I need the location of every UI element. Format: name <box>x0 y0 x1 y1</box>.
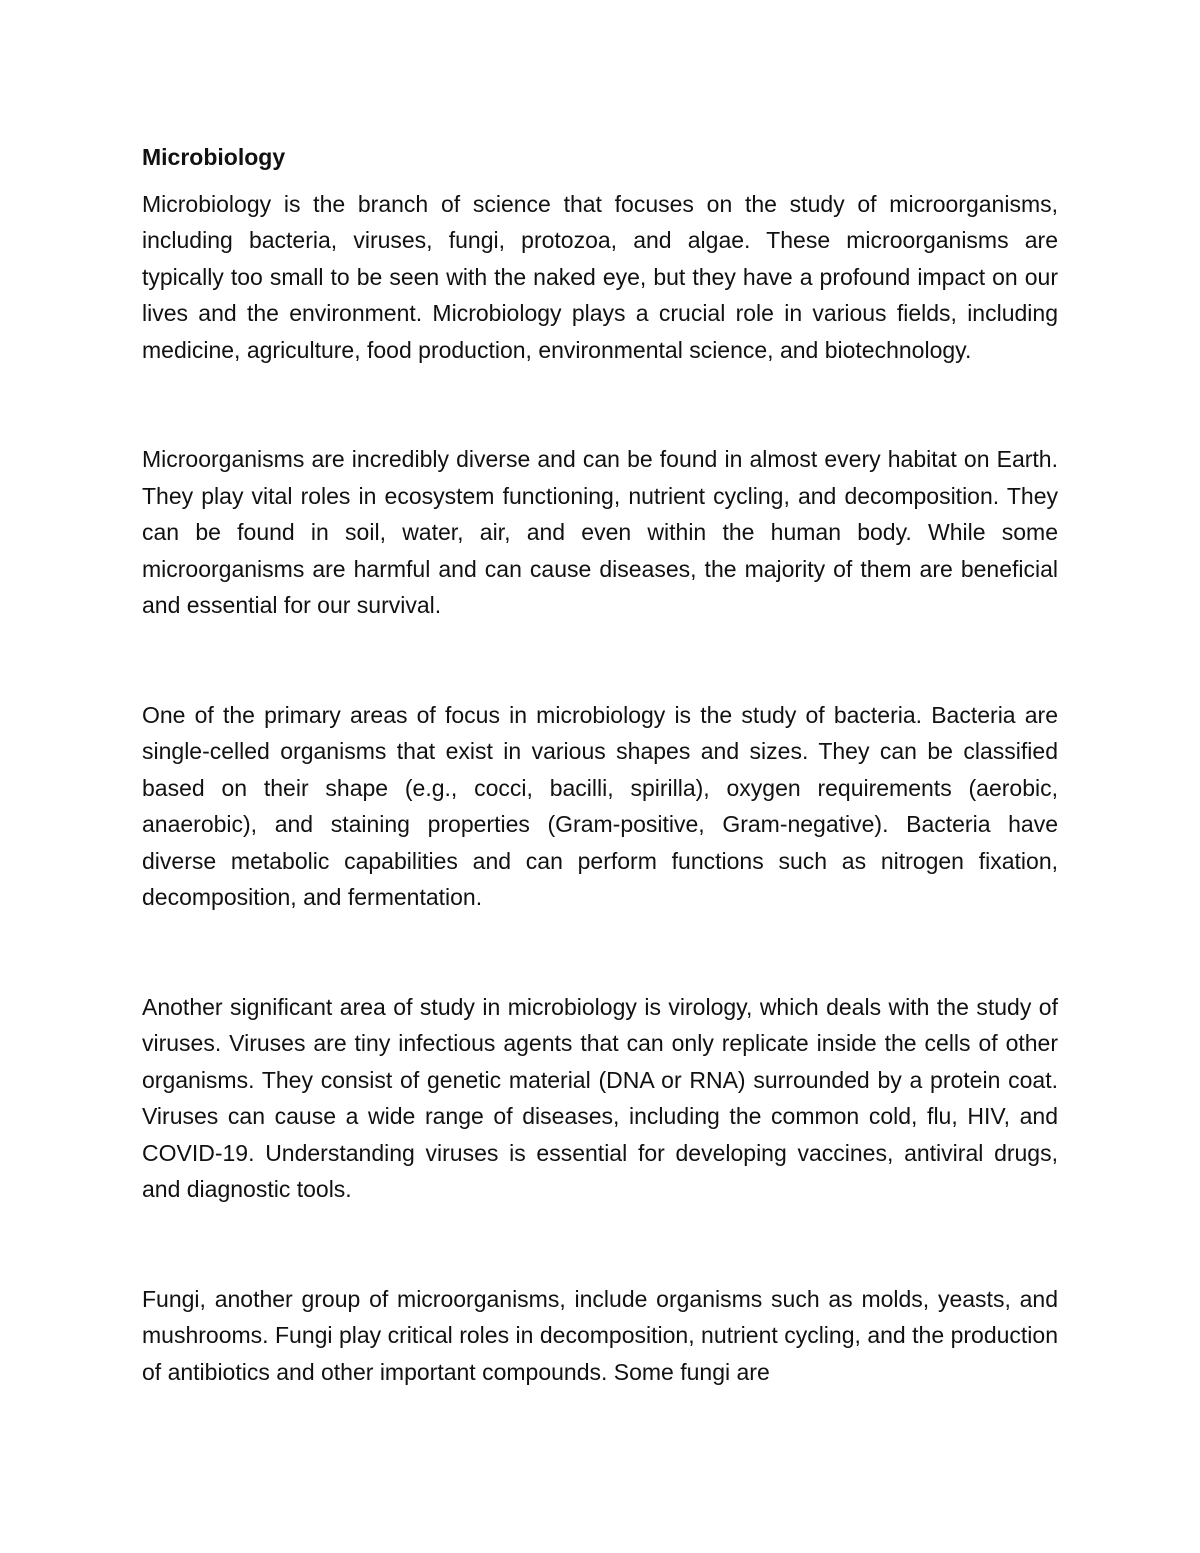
paragraph-spacer <box>142 368 1058 441</box>
paragraph-fungi: Fungi, another group of microorganisms, include organisms such as molds, yeasts, and mushrooms. Fungi play critical roles in decomposition, nutrient cycling, and the production of antibiotics and other important compounds. Some fungi are <box>142 1285 1058 1385</box>
paragraph-spacer <box>142 916 1058 989</box>
paragraph-bacteria: One of the primary areas of focus in microbiology is the study of bacteria. Bacteria are single-celled organisms that exist in various shapes and sizes. They can be classified based on their shape (e.g., cocci, bacilli, spirilla), oxygen requirements (aerobic, anaerobic), and staining properties (Gram-positive, Gram-negative). Bacteria have diverse metabolic capabilities and can perform functions such as nitrogen fixation, decomposition, and fermentation. <box>142 701 1058 910</box>
paragraph-diversity: Microorganisms are incredibly diverse and can be found in almost every habitat on Earth. They play vital roles in ecosystem functioning, nutrient cycling, and decomposition. They can be found in soil, water, air, and even within the human body. While some microorganisms are harmful and can cause diseases, the majority of them are beneficial and essential for our survival. <box>142 446 1058 618</box>
paragraph-spacer <box>142 1208 1058 1281</box>
paragraph-intro: Microbiology is the branch of science that focuses on the study of microorganisms, including bacteria, viruses, fungi, protozoa, and algae. These microorganisms are typically too small to be seen with the naked eye, but they have a profound impact on our lives and the environment. Microbiology plays a crucial role in various fields, including medicine, agriculture, food production, environmental science, and biotechnology. <box>142 190 1058 363</box>
document-body <box>142 139 1058 1390</box>
document-title: Microbiology <box>142 144 286 170</box>
paragraph-virology: Another significant area of study in microbiology is virology, which deals with the study of viruses. Viruses are tiny infectious agents that can only replicate inside the cells of other organisms. They consist of genetic material (DNA or RNA) surrounded by a protein coat. Viruses can cause a wide range of diseases, including the common cold, flu, HIV, and COVID-19. Understanding viruses is essential for developing vaccines, antiviral drugs, and diagnostic tools. <box>142 993 1058 1202</box>
paragraph-spacer <box>142 624 1058 697</box>
